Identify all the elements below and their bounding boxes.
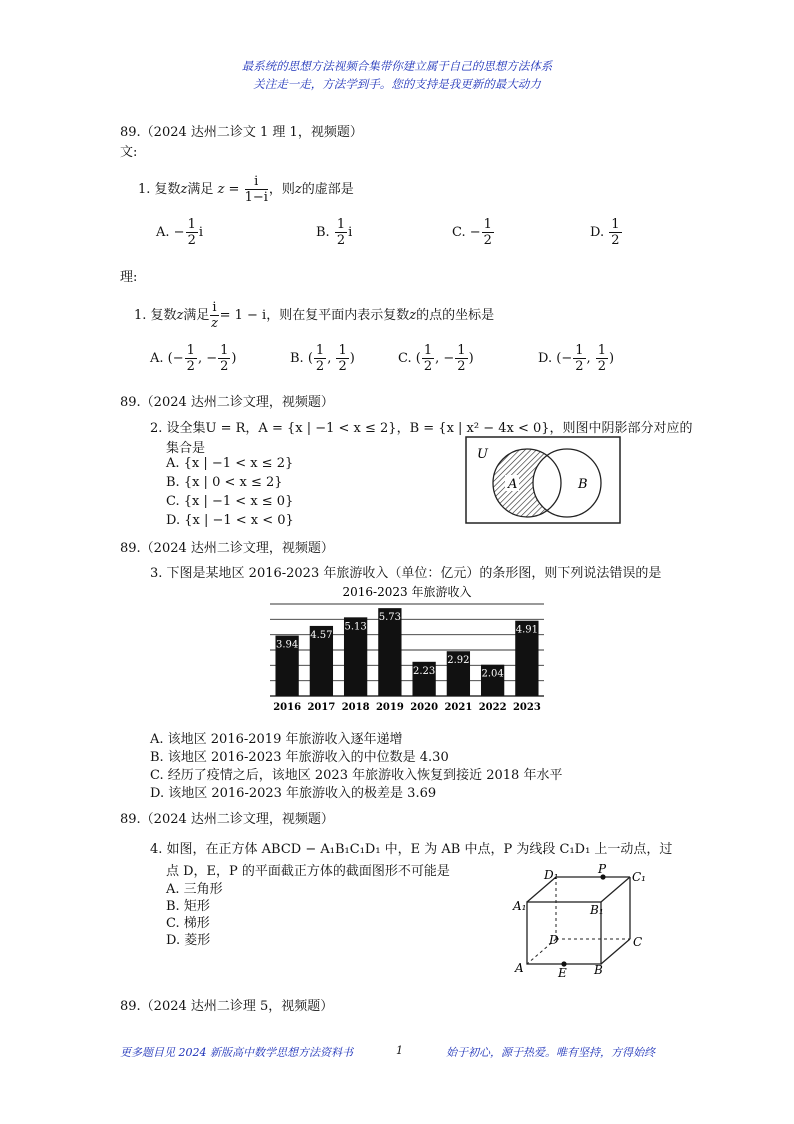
x-tick-label: 2018 [341, 702, 370, 713]
option-4-c: C. 梯形 [166, 916, 210, 931]
bar-value-label: 2.04 [481, 668, 504, 680]
venn-label-b: B [578, 477, 588, 492]
bar-value-label: 5.73 [378, 612, 402, 624]
option-li-d: D. (− $\frac{1}{2}$ , $\frac{1}{2}$ ) [538, 343, 615, 374]
bar-value-label: 2.92 [447, 655, 470, 667]
label-b1: B₁ [590, 903, 604, 917]
option-2-d: D. {x | −1 < x < 0} [166, 513, 294, 528]
option-2-c: C. {x | −1 < x ≤ 0} [166, 494, 294, 509]
option-4-b: B. 矩形 [166, 899, 210, 914]
bar-value-label: 4.57 [310, 629, 333, 641]
option-4-a: A. 三角形 [166, 882, 223, 897]
bar-value-label: 3.94 [275, 639, 299, 651]
footer-right: 始于初心，源于热爱。唯有坚持，方得始终 [446, 1046, 655, 1059]
bar-chart [266, 582, 548, 714]
question-4-line-1: 4. 如图，在正方体 ABCD − A₁B₁C₁D₁ 中，E 为 AB 中点，P 为线段 C₁D₁ 上一动点，过 [150, 842, 673, 857]
header-line-2: 关注走一走，方法学到手。您的支持是我更新的最大动力 [253, 77, 541, 91]
x-tick-label: 2021 [444, 702, 473, 713]
option-3-a: A. 该地区 2016-2019 年旅游收入逐年递增 [150, 732, 403, 747]
label-d1: D₁ [544, 868, 559, 882]
bar-value-label: 4.91 [515, 624, 539, 636]
option-li-b: B. ( $\frac{1}{2}$ , $\frac{1}{2}$ ) [290, 343, 355, 374]
wen-label: 文: [120, 145, 138, 160]
source-label-1: 89.（2024 达州二诊文 1 理 1，视频题） [120, 125, 363, 140]
bar-value-label: 2.23 [412, 665, 436, 677]
label-p: P [598, 864, 607, 876]
label-c1: C₁ [632, 870, 646, 884]
option-2-b: B. {x | 0 < x ≤ 2} [166, 475, 283, 490]
chart-bars [275, 608, 538, 696]
option-3-c: C. 经历了疫情之后，该地区 2023 年旅游收入恢复到接近 2018 年水平 [150, 768, 563, 783]
label-b: B [594, 963, 603, 977]
label-c: C [633, 935, 643, 949]
li-label: 理: [120, 270, 138, 285]
source-label-4: 89.（2024 达州二诊文理，视频题） [120, 812, 334, 827]
option-li-a: A. (− $\frac{1}{2}$ , − $\frac{1}{2}$ ) [150, 343, 237, 374]
page-number: 1 [396, 1044, 403, 1057]
x-tick-label: 2020 [410, 702, 439, 713]
label-e: E [558, 966, 567, 980]
question-1-li: 1. 复数z满足 $\frac{i}{z}$ = 1 − i，则在复平面内表示复数z的点的坐标是 [134, 300, 495, 331]
option-wen-d: D. $\frac{1}{2}$ [590, 217, 620, 248]
x-tick-label: 2022 [478, 702, 507, 713]
option-wen-a: A. − $\frac{1}{2}$ i [156, 217, 204, 248]
venn-label-a: A [508, 477, 518, 492]
chart-x-ticks [273, 702, 541, 713]
venn-diagram [465, 436, 621, 524]
option-3-d: D. 该地区 2016-2023 年旅游收入的极差是 3.69 [150, 786, 437, 801]
source-label-3: 89.（2024 达州二诊文理，视频题） [120, 541, 334, 556]
header-line-1: 最系统的思想方法视频合集带你建立属于自己的思想方法体系 [241, 59, 553, 73]
source-label-5: 89.（2024 达州二诊理 5，视频题） [120, 999, 334, 1014]
footer-left: 更多题目见 2024 新版高中数学思想方法资料书 [120, 1046, 353, 1059]
question-3: 3. 下图是某地区 2016-2023 年旅游收入（单位：亿元）的条形图，则下列说法错误的是 [150, 566, 662, 581]
option-li-c: C. ( $\frac{1}{2}$ , − $\frac{1}{2}$ ) [398, 343, 474, 374]
cube-diagram [508, 864, 648, 982]
source-label-2: 89.（2024 达州二诊文理，视频题） [120, 395, 334, 410]
bar-value-label: 5.13 [344, 621, 367, 633]
label-a: A [515, 961, 524, 975]
x-tick-label: 2023 [512, 702, 541, 713]
chart-title: 2016-2023 年旅游收入 [342, 585, 472, 599]
x-tick-label: 2017 [307, 702, 336, 713]
question-1-wen: 1. 复数z满足 z = $\frac{i}{1-i}$ ，则z的虚部是 [138, 174, 354, 205]
label-d: D [549, 933, 559, 947]
option-3-b: B. 该地区 2016-2023 年旅游收入的中位数是 4.30 [150, 750, 449, 765]
option-wen-b: B. $\frac{1}{2}$ i [316, 217, 353, 248]
option-wen-c: C. − $\frac{1}{2}$ [452, 217, 492, 248]
option-4-d: D. 菱形 [166, 933, 211, 948]
option-2-a: A. {x | −1 < x ≤ 2} [166, 456, 294, 471]
question-2-line-2: 集合是 [166, 441, 206, 456]
label-a1: A₁ [513, 899, 527, 913]
question-4-line-2: 点 D，E，P 的平面截正方体的截面图形不可能是 [166, 864, 450, 879]
x-tick-label: 2019 [375, 702, 404, 713]
x-tick-label: 2016 [273, 702, 302, 713]
question-2-line-1: 2. 设全集U = R，A = {x | −1 < x ≤ 2}，B = {x | x² − 4x < 0}，则图中阴影部分对应的 [150, 421, 693, 436]
venn-label-u: U [477, 447, 488, 462]
